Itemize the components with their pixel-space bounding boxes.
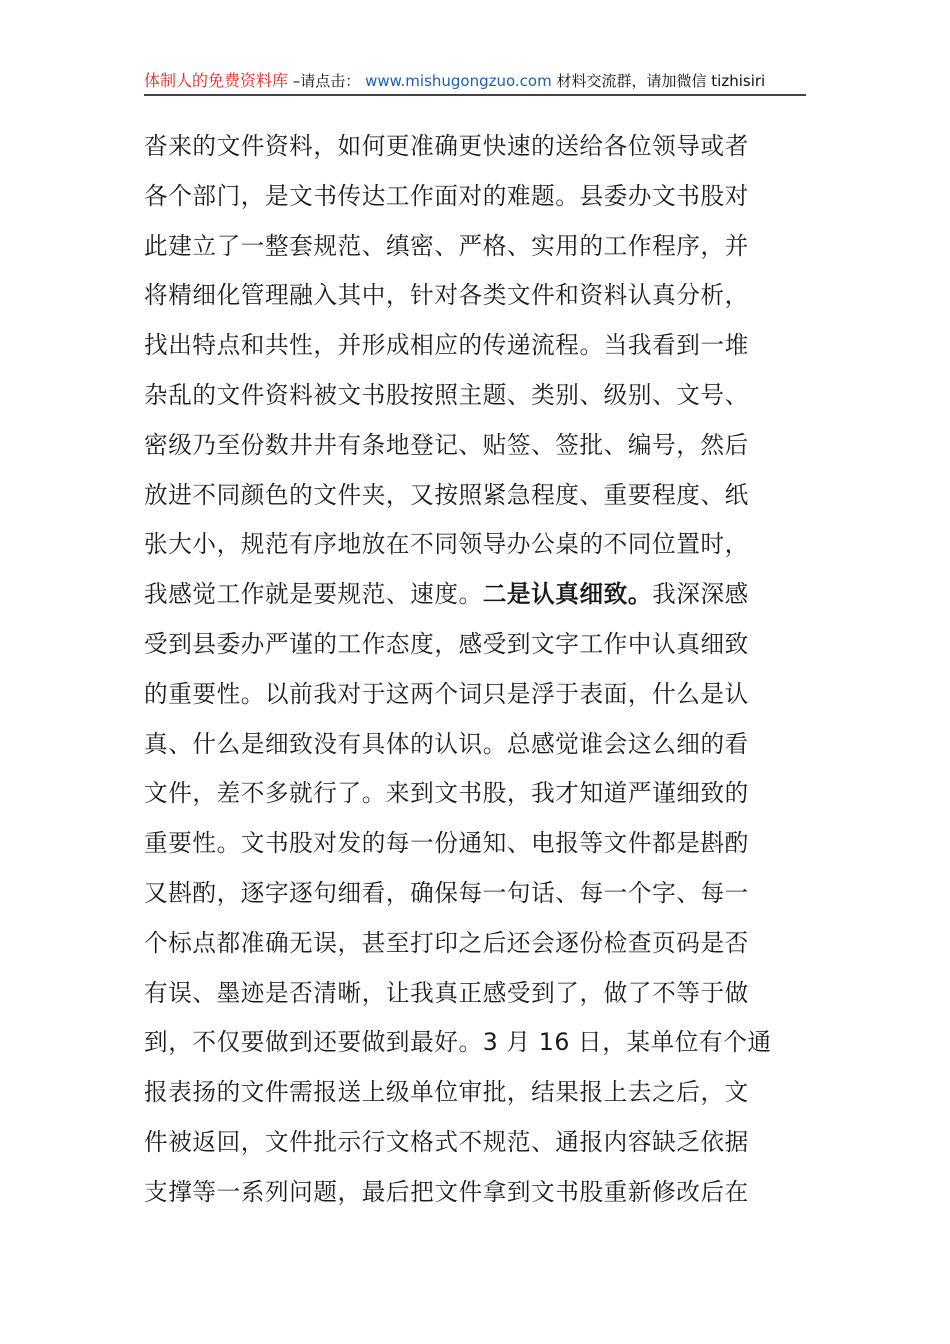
text-line: 重要性。文书股对发的每一份通知、电报等文件都是斟酌 [144, 829, 749, 858]
text-line: 放进不同颜色的文件夹，又按照紧急程度、重要程度、纸 [144, 480, 749, 509]
text-line: 张大小，规范有序地放在不同领导办公桌的不同位置时， [144, 530, 749, 559]
header-prompt: –请点击： [292, 72, 361, 90]
text-line: 各个部门，是文书传达工作面对的难题。县委办文书股对 [144, 181, 749, 210]
text-line: 找出特点和共性，并形成相应的传递流程。当我看到一堆 [144, 331, 749, 360]
text-line: 报表扬的文件需报送上级单位审批，结果报上去之后，文 [144, 1078, 749, 1107]
text-line: 到，不仅要做到还要做到最好。3 月 16 日，某单位有个通 [144, 1028, 772, 1057]
text-segment: 我感觉工作就是要规范、速度。 [144, 580, 483, 609]
header-note: 材料交流群，请加微信 tizhisiri [556, 72, 766, 90]
bold-heading: 二是认真细致。 [482, 580, 653, 609]
text-line: 件被返回，文件批示行文格式不规范、通报内容缺乏依据 [144, 1127, 749, 1156]
text-line: 真、什么是细致没有具体的认识。总感觉谁会这么细的看 [144, 729, 749, 758]
text-line: 个标点都准确无误，甚至打印之后还会逐份检查页码是否 [144, 928, 749, 957]
text-line: 又斟酌，逐字逐句细看，确保每一句话、每一个字、每一 [144, 878, 749, 907]
text-line [144, 574, 804, 624]
text-line: 杂乱的文件资料被文书股按照主题、类别、级别、文号、 [144, 380, 749, 409]
brand-label: 体制人的免费资料库 [144, 71, 289, 90]
text-line: 文件，差不多就行了。来到文书股，我才知道严谨细致的 [144, 779, 749, 808]
text-line: 沓来的文件资料，如何更准确更快速的送给各位领导或者 [144, 132, 749, 160]
website-link[interactable]: www.mishugongzuo.com [365, 72, 552, 90]
text-line: 的重要性。以前我对于这两个词只是浮于表面，什么是认 [144, 679, 749, 708]
text-line: 此建立了一整套规范、缜密、严格、实用的工作程序，并 [144, 231, 749, 260]
text-line: 受到县委办严谨的工作态度，感受到文字工作中认真细致 [144, 629, 749, 658]
document-body [144, 126, 804, 1222]
text-line: 支撑等一系列问题，最后把文件拿到文书股重新修改后在 [144, 1177, 749, 1206]
text-line: 有误、墨迹是否清晰，让我真正感受到了，做了不等于做 [144, 978, 749, 1007]
text-line: 密级乃至份数井井有条地登记、贴签、签批、编号，然后 [144, 430, 749, 459]
page-header [144, 70, 806, 96]
text-line: 将精细化管理融入其中，针对各类文件和资料认真分析， [144, 281, 749, 310]
text-segment: 我深深感 [652, 580, 749, 609]
